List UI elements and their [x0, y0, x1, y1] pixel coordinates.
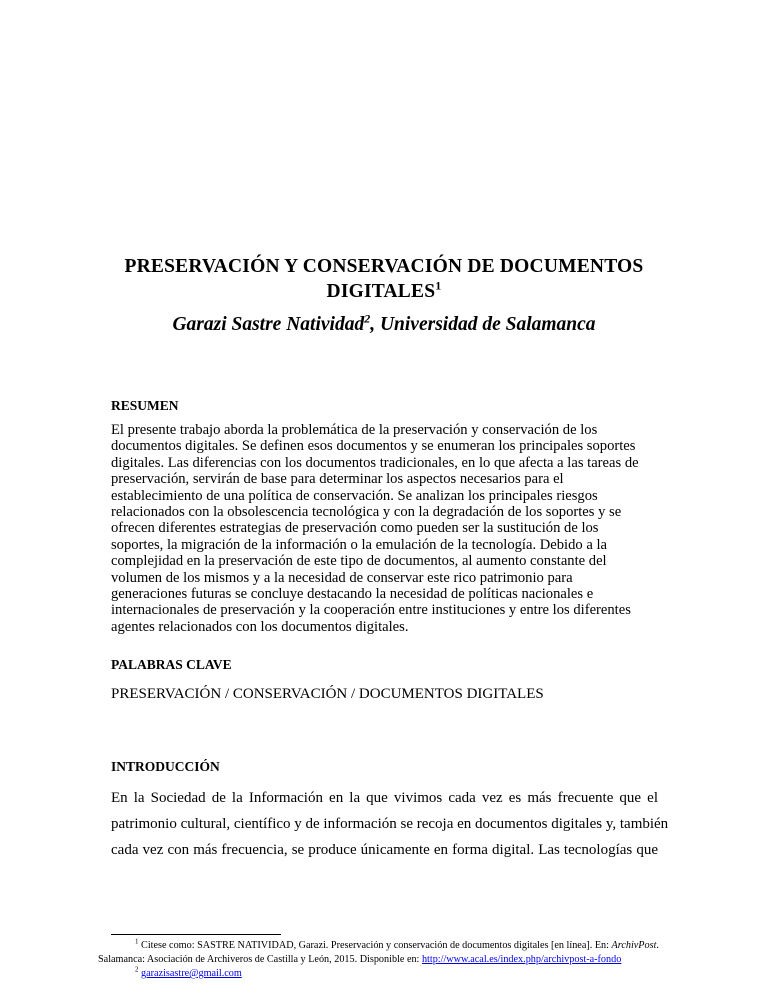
document-body — [111, 398, 671, 863]
author-name: Garazi Sastre Natividad — [172, 314, 365, 335]
title-line-1: PRESERVACIÓN Y CONSERVACIÓN DE DOCUMENTOS — [124, 256, 644, 277]
text-line: patrimonio cultural, científico y de información se recoja en documentos digitales y, también — [111, 816, 669, 833]
text-line: cada vez con más frecuencia, se produce únicamente en forma digital. Las tecnologías que — [111, 842, 658, 859]
text-line: documentos digitales. Se definen esos documentos y se enumeran los principales soportes — [111, 438, 636, 455]
footnote-ref-1[interactable]: 1 — [435, 278, 442, 293]
text-line: ofrecen diferentes estrategias de preservación como pueden ser la sustitución de los — [111, 520, 599, 537]
title-line-2: DIGITALES$^1$ — [326, 278, 442, 302]
text-line: internacionales de preservación y la cooperación entre instituciones y entre los diferentes — [111, 602, 631, 619]
footnote-2: $^2$ garazisastre@gmail.com — [135, 965, 242, 979]
text-line: soportes, la migración de la información o la emulación de la tecnología. Debido a la — [111, 536, 608, 553]
text-line: El presente trabajo aborda la problemática de la preservación y conservación de los — [111, 422, 598, 438]
text-line: digitales. Las diferencias con los documentos tradicionales, en lo que afecta a las tareas de — [111, 454, 639, 471]
resumen-heading: RESUMEN — [111, 398, 179, 413]
text-line: volumen de los mismos y a la necesidad de conservar este rico patrimonio para — [111, 569, 573, 586]
intro-heading: INTRODUCCIÓN — [111, 759, 220, 775]
footnote-separator — [111, 934, 281, 935]
document-title — [0, 254, 768, 304]
text-line: establecimiento de una política de conservación. Se analizan los principales riesgos — [111, 487, 598, 504]
text-line: generaciones futuras se concluye destacando la necesidad de políticas nacionales e — [111, 586, 594, 603]
text-line: complejidad en la preservación de este tipo de documentos, al aumento constante del — [111, 553, 607, 570]
intro-body — [111, 785, 669, 863]
footnote-1-cont: Salamanca: Asociación de Archiveros de Castilla y León, 2015. Disponible en: http://www.acal.es/index.php/archivpost-a-fondo — [98, 954, 622, 965]
text-line: preservación, servirán de base para determinar los aspectos necesarios para el — [111, 471, 564, 488]
footnote-ref-2[interactable]: 2 — [364, 311, 371, 326]
keywords-text: PRESERVACIÓN / CONSERVACIÓN / DOCUMENTOS DIGITALES — [111, 686, 544, 703]
footnote-1: $^1$ Citese como: SASTRE NATIVIDAD, Garazi. Preservación y conservación de documentos digitales [en línea]. En: ArchivPost. — [135, 937, 659, 951]
text-line: En la Sociedad de la Información en la que vivimos cada vez es más frecuente que el — [111, 790, 658, 807]
resumen-body — [111, 422, 671, 635]
keywords-heading: PALABRAS CLAVE — [111, 657, 232, 673]
text-line: relacionados con la obsolescencia tecnológica y con la degradación de los soportes y se — [111, 504, 622, 521]
email-link[interactable]: garazisastre@gmail.com — [141, 968, 242, 979]
archivpost-link[interactable]: http://www.acal.es/index.php/archivpost-a-fondo — [421, 954, 622, 965]
author-line — [0, 313, 768, 337]
author-affiliation: , Universidad de Salamanca — [370, 314, 596, 335]
text-line: agentes relacionados con los documentos digitales. — [111, 618, 409, 635]
